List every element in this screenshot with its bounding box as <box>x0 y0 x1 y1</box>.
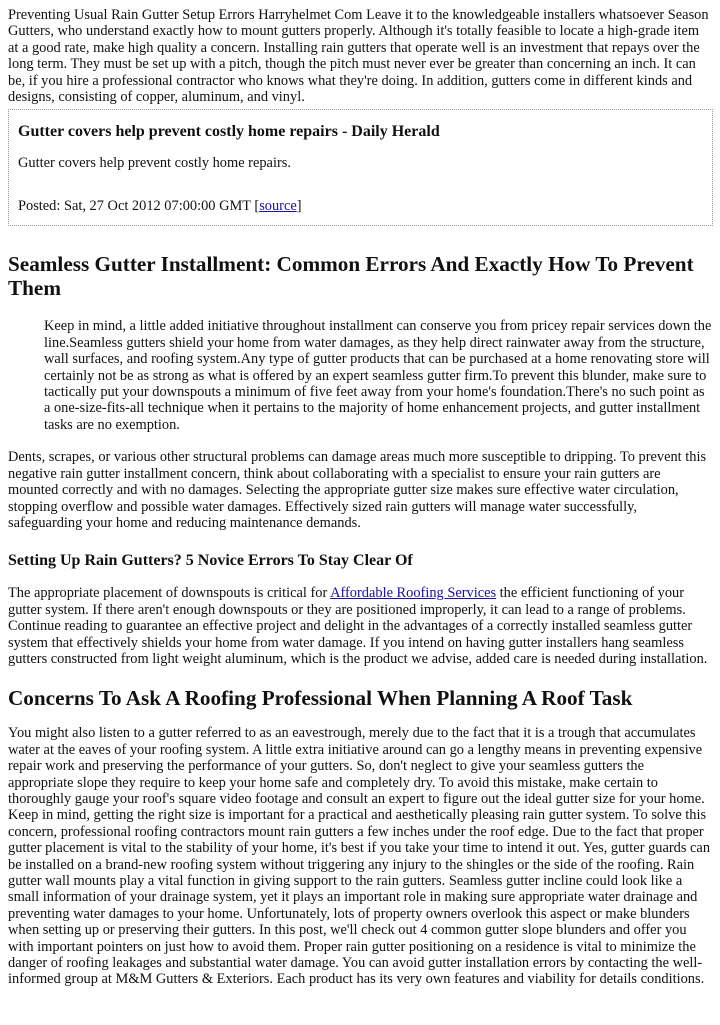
quote-text: Keep in mind, a little added initiative throughout installment can conserve you from pricey repair services down the line.Seamless gutters shield your home from water damages, as they help direct rainwater away from the structure, wall surfaces, and roofing system.Any type of gutter products that can be purchased at a home renovating store will certainly not be as strong as what is offered by an expert seamless gutter firm.To prevent this blunder, make sure to tactically put your downspouts a minimum of five feet away from your home's foundation.There's no such point as a one-size-fits-all technique when it pertains to the majority of home enhancement projects, and gutter installment tasks are no exemption. <box>44 318 712 433</box>
news-card <box>8 109 713 226</box>
paragraph-downspouts <box>8 585 713 667</box>
paragraph-text-before: The appropriate placement of downspouts is critical for <box>8 585 331 602</box>
affordable-roofing-link[interactable]: Affordable Roofing Services <box>330 585 497 602</box>
paragraph: Dents, scrapes, or various other structural problems can damage areas much more susceptible to dripping. To prevent this negative rain gutter installment concern, think about collaborating with a specialist to ensure your rain gutters are mounted correctly and with no damages. Selecting the appropriate gutter size makes sure effective water circulation, stopping overflow and possible water damages. Effectively sized rain gutters will manage water successfully, safeguarding your home and reducing maintenance demands. <box>8 449 707 531</box>
article <box>0 7 720 988</box>
news-summary: Gutter covers help prevent costly home repairs. <box>18 155 291 172</box>
source-link[interactable]: source <box>259 197 297 214</box>
blockquote <box>44 318 713 433</box>
paragraph-eavestrough: You might also listen to a gutter referred to as an eavestrough, merely due to the fact that it is a trough that accumulates water at the eaves of your roofing system. A little extra initiative around can go a lengthy means in preventing expensive repair work and preserving the performance of your gutters. So, don't neglect to give your seamless gutters the appropriate slope they require to keep your home safe and completely dry. To avoid this mistake, make certain to thoroughly gauge your roof's square video footage and consult an expert to figure out the ideal gutter size for your home. Keep in mind, getting the right size is important for a practical and aesthetically pleasing rain gutter system. To solve this concern, professional roofing contractors mount rain gutters a few inches under the roof edge. Due to the fact that proper gutter placement is vital to the stability of your home, it's best if you take your time to intend it out. Yes, gutter guards can be installed on a brand-new roofing system without triggering any injury to the shingles or the side of the roofing. Rain gutter wall mounts play a vital function in giving support to the rain gutters. Seamless gutter incline could look like a small information of your drainage system, yet it plays an important role in making sure appropriate water drainage and preventing water damages to your home. Unfortunately, lots of property owners overlook this aspect or make blunders when setting up or preserving their gutters. In this post, we'll check out 4 common gutter slope blunders and offer you with important pointers on just how to avoid them. Proper rain gutter positioning on a residence is vital to minimize the danger of roofing leakages and substantial water damage. You can avoid gutter installation errors by contacting the well-informed group at M&M Gutters & Exteriors. Each product has its very own features and viability for details conditions. <box>8 725 711 988</box>
intro-paragraph: Preventing Usual Rain Gutter Setup Errors Harryhelmet Com Leave it to the knowledgeable installers whatsoever Season Gutters, who understand exactly how to mount gutters properly. Although it's totally feasible to locate a high-grade item at a good rate, make high quality a concern. Installing rain gutters that operate well is an investment that repays over the long term. They must be set up with a pitch, though the pitch must never ever be greater than concerning an inch. It can be, if you hire a professional contractor who knows what they're doing. In addition, gutters come in different kinds and designs, consisting of copper, aluminum, and vinyl. <box>8 7 709 106</box>
section-heading-seamless: Seamless Gutter Installment: Common Errors And Exactly How To Prevent Them <box>8 252 694 301</box>
posted-close: ] <box>296 197 302 214</box>
posted-text: Posted: Sat, 27 Oct 2012 07:00:00 GMT [ <box>18 197 260 214</box>
paragraph-text-after: the efficient functioning of your gutter system. If there aren't enough downspouts or they are positioned improperly, it can lead to a range of problems. Continue reading to guarantee an effective project and delight in the advantages of a correctly installed seamless gutter system that effectively shields your home from water damage. If you intend on having gutter installers hang seamless gutters constructed from light weight aluminum, which is the product we advise, added care is needed during installation. <box>8 585 708 667</box>
news-posted <box>18 198 703 214</box>
subheading-novice-errors: Setting Up Rain Gutters? 5 Novice Errors To Stay Clear Of <box>8 552 413 570</box>
news-title: Gutter covers help prevent costly home repairs - Daily Herald <box>18 123 440 141</box>
section-heading-roofing: Concerns To Ask A Roofing Professional When Planning A Roof Task <box>8 686 633 711</box>
